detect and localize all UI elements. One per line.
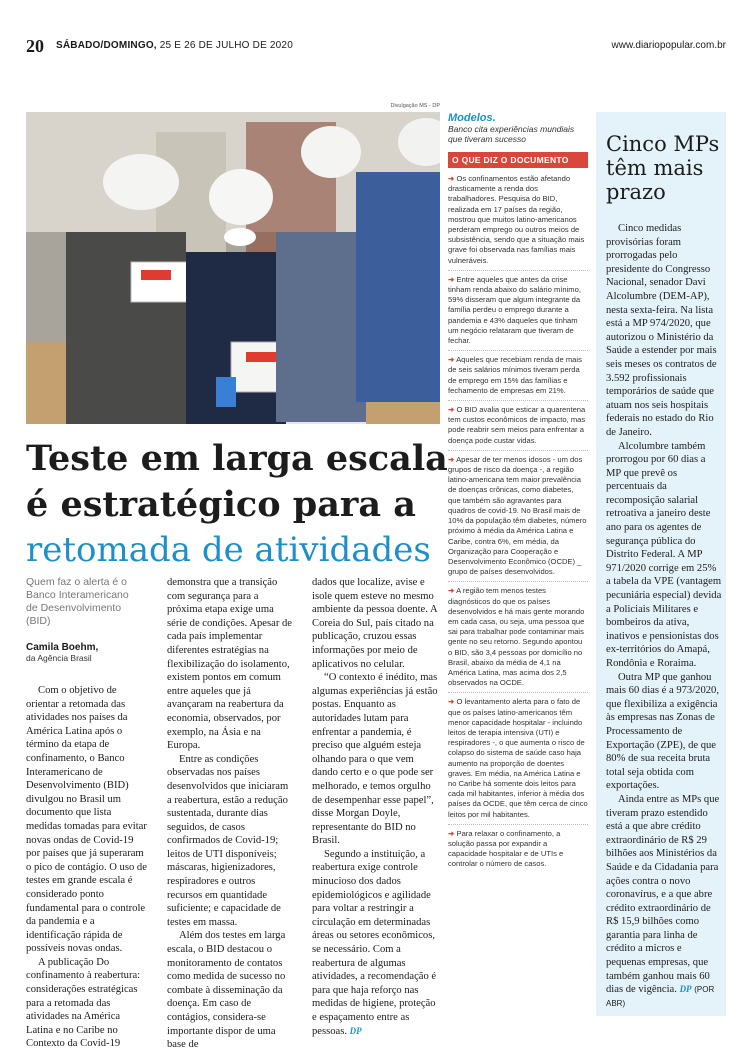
bullet-item: [448, 586, 588, 693]
body-paragraph-text: Segundo a instituição, a reabertura exige controle minucioso dos dados epidemiológicos e agilidade para voltar a restringir a circulação em determinadas áreas ou setores econômicos, se necessário. Com a reabertura de algumas atividades, a recomendação é para que haja reforço nas medidas de higiene, proteção e espaçamento entre as pessoas.: [312, 848, 437, 1037]
author-name: Camila Boehm,: [26, 642, 99, 653]
edition-date: [56, 40, 293, 51]
models-title: Modelos.: [448, 112, 496, 124]
bullet-item: [448, 697, 588, 824]
arrow-icon: ➜: [448, 828, 455, 838]
document-bullets: [448, 174, 588, 874]
dp-sign-icon: DP: [349, 1025, 362, 1036]
sidebar-source: (POR ABR): [606, 985, 715, 1008]
bullet-item: [448, 275, 588, 351]
mp-sidebar-title: Cinco MPs têm mais prazo: [606, 132, 720, 204]
news-photo: [26, 112, 440, 424]
body-column-2: [167, 576, 293, 1052]
bullet-text: Apesar de ter menos idosos - um dos grupos de risco da doença -, a região latino-americana tem maior prevalência de doenças crônicas, como diabetes, que também são agravantes para quadros de covid-19. No Brasil mais de 10% da população têm diabetes, número próximo à média da América Latina e Caribe, contra 6%, em média, da Organização para Cooperação e Desenvolvimento Econômico (OCDE) _ grupo de países desenvolvidos.: [448, 454, 587, 577]
mp-sidebar-body: [606, 222, 722, 1010]
bullet-text: Os confinamentos estão afetando drasticamente a renda dos trabalhadores. Pesquisa do BID, realizada em 17 países da região, mostrou que muitos latino-americanos perderam emprego ou outros meios de subsistência, sendo que a situação mais grave foi observada nas famílias mais vulneráveis.: [448, 174, 585, 265]
body-paragraph: Com o objetivo de orientar a retomada das atividades nos países da América Latina após o término da etapa de confinamento, o Banco Interamericano de Desenvolvimento (BID) divulgou no Brasil um documento que lista medidas tomadas para evitar novas ondas de Covid-19 por países que já superaram o pico de contágio. O uso de testes em grande escala é considerado ponto fundamental para o controle da pandemia e a identificação rápida de possíveis novas ondas.: [26, 685, 147, 955]
body-paragraph: demonstra que a transição com segurança para a próxima etapa exige uma série de condições. Apesar de cada país implementar diferentes estratégias na flexibilização do isolamento, existem pontos em comum entre aqueles que já avançaram na reabertura da economia, observados, por exemplo, na Ásia e na Europa.: [167, 577, 293, 752]
arrow-icon: ➜: [448, 355, 455, 365]
bullet-item: [448, 174, 588, 271]
body-paragraph: dados que localize, avise e isole quem esteve no mesmo ambiente da pessoa doente. A Coreia do Sul, país citado na publicação, cruzou essas informações por meio de aplicativos no celular.: [312, 577, 438, 670]
document-box-title: O QUE DIZ O DOCUMENTO: [448, 152, 588, 168]
dp-sign-icon: DP: [679, 984, 692, 995]
arrow-icon: ➜: [448, 274, 455, 284]
body-column-3: [312, 576, 440, 1038]
arrow-icon: ➜: [448, 174, 455, 183]
author-agency: da Agência Brasil: [26, 653, 92, 663]
sidebar-paragraph: Cinco medidas provisórias foram prorrogadas pelo presidente do Congresso Nacional, senador Davi Alcolumbre (DEM-AP), nesta sexta-feira. Na lista está a MP 974/2020, que autorizou o Ministério da Saúde a estender por mais seis meses os contratos de 3.592 profissionais temporários de saúde que atuam nos seis hospitais federais no estado do Rio de Janeiro.: [606, 223, 717, 438]
deck-text: Quem faz o alerta é o Banco Interamericano de Desenvolvimento (BID): [26, 576, 129, 627]
bullet-item: [448, 829, 588, 874]
headline-line-3: retomada de atividades: [26, 530, 431, 570]
photo-credit: Divulgação MS - DP: [390, 103, 440, 109]
bullet-text: O BID avalia que esticar a quarentena tem custos econômicos de impacto, mas pode reabrir sem meios para enfrentar a doença pode custar vidas.: [448, 405, 586, 445]
body-paragraph: Além dos testes em larga escala, o BID destacou o monitoramento de contatos como medida de sucesso no combate à disseminação da doença. Em caso de contágios, considera-se importante dispor de uma base de: [167, 930, 286, 1051]
arrow-icon: ➜: [448, 697, 455, 707]
body-paragraph: [312, 848, 440, 1038]
page-header: [26, 36, 726, 56]
site-url[interactable]: www.diariopopular.com.br: [611, 40, 726, 51]
bullet-text: A região tem menos testes diagnósticos do que os países desenvolvidos e há mais gente morando em cada casa, ou seja, uma pessoa que sai para trabalhar pode contaminar mais gente no seu retorno. Segundo apontou o BID, são 3,4 pessoas por domicílio no Brasil, abaixo da média de 4,1 na América Latina, mas acima dos 2,5 observados na OCDE.: [448, 586, 585, 688]
body-paragraph: A publicação Do confinamento à reabertura: considerações estratégicas para a retomada das atividades na América Latina e no Caribe no Contexto da Covid-19: [26, 956, 141, 1050]
byline: [26, 642, 136, 663]
edition-date-days: SÁBADO/DOMINGO,: [56, 40, 157, 51]
warehouse-workers-image: [26, 112, 440, 424]
page-number: 20: [26, 36, 44, 56]
sidebar-paragraph: [606, 793, 722, 1011]
arrow-icon: ➜: [448, 586, 455, 596]
bullet-item: [448, 405, 588, 451]
bullet-text: Para relaxar o confinamento, a solução passa por expandir a capacidade hospitalar e de UTIs e controlar o número de casos.: [448, 828, 564, 869]
arrow-icon: ➜: [448, 405, 455, 415]
sidebar-paragraph: Outra MP que ganhou mais 60 dias é a 973/2020, que flexibiliza a exigência às empresas nas Zonas de Processamento de Exportação (ZPE), de que 80% de sua receita bruta total seja obtida com exportações.: [606, 671, 719, 792]
bullet-text: Entre aqueles que antes da crise tinham renda abaixo do salário mínimo, 59% disseram que algum integrante da família perdeu o emprego durante a pandemia e 43% daqueles que tinham um negócio relataram que tiveram de fechar.: [448, 274, 581, 346]
body-paragraph: Entre as condições observadas nos países desenvolvidos que iniciaram a reabertura, estão a redução sustentada, durante dias seguidos, de casos confirmados de Covid-19; leitos de UTI disponíveis; máscaras, higienizadores, respiradores e outros recursos em quantidade suficiente; e capacidade de testes em massa.: [167, 753, 289, 928]
bullet-text: O levantamento alerta para o fato de que os países latino-americanos têm menor capacidade hospitalar - incluindo leitos de terapia intensiva (UTI) e respiradores -, o que aumenta o risco de colapso do sistema de saúde caso haja aumento na proporção de doentes graves. Em média, na América Latina e no Caribe há somente dois leitos para cada mil habitantes, inferior à média dos países da OCDE, que têm cerca de cinco leitos por mil habitantes.: [448, 697, 588, 819]
mp-sidebar: [596, 112, 726, 1016]
bullet-item: [448, 355, 588, 401]
body-paragraph: “O contexto é inédito, mas algumas experiências já estão postas. Enquanto as autoridades lutam para enfrentar a pandemia, é preciso que alguém esteja olhando para o que vem dando certo e o que pode ser melhorado, e temos orgulho de desempenhar esse papel”, disse Morgan Doyle, representante do BID no Brasil.: [312, 672, 438, 847]
bullet-item: [448, 455, 588, 582]
edition-date-rest: 25 E 26 DE JULHO DE 2020: [156, 40, 293, 51]
headline: [26, 436, 448, 572]
models-sidebar: [448, 112, 588, 878]
headline-line-2: é estratégico para a: [26, 484, 416, 525]
bullet-text: Aqueles que recebiam renda de mais de seis salários mínimos tiveram perda de emprego em 15% das famílias e fechamento de empresas em 21%.: [448, 355, 582, 395]
sidebar-paragraph-text: Ainda entre as MPs que tiveram prazo estendido está a que abre crédito extraordinário de R$ 29 bilhões aos Ministérios da Saúde e da Cidadania para ações contra o novo coronavírus, e a que abre crédito extraordinário de R$ 15,9 bilhões como garantia para linha de crédito a micros e pequenas empresas, que também ganhou mais 60 dias de vigência.: [606, 793, 720, 996]
models-subtitle: Banco cita experiências mundiais que tiveram sucesso: [448, 124, 575, 144]
headline-line-1: Teste em larga escala: [26, 438, 448, 479]
sidebar-paragraph: Alcolumbre também prorrogou por 60 dias a MP que prevê os percentuais da recomposição salarial retroativa a janeiro deste ano para os agentes de segurança pública do Distrito Federal. A MP 971/2020 corrige em 25% a tabela da VPE (vantagem pecuniária especial) devida a Policiais Militares e bombeiros da ativa, inativos e pensionistas dos ex-territórios do Amapá, Rondônia e Roraima.: [606, 440, 722, 669]
arrow-icon: ➜: [448, 454, 455, 464]
body-column-1: [26, 684, 148, 1051]
